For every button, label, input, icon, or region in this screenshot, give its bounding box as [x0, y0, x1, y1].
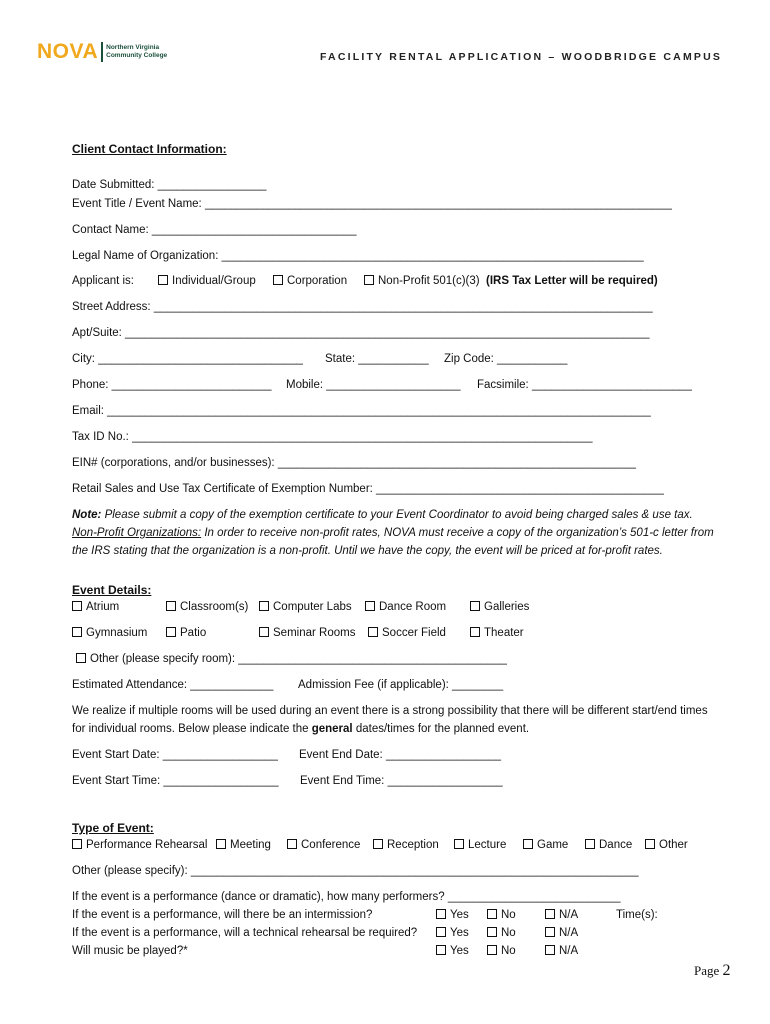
checkbox-icon [470, 601, 480, 611]
zip-field[interactable]: Zip Code: ___________ [444, 353, 568, 365]
street-address-field[interactable]: Street Address: ______________________________________________________________________________ [72, 301, 653, 313]
checkbox-icon [545, 927, 555, 937]
checkbox-icon [436, 909, 446, 919]
type-other[interactable]: Other [645, 839, 688, 851]
page-title: FACILITY RENTAL APPLICATION – WOODBRIDGE CAMPUS [320, 51, 723, 63]
room-other[interactable]: Other (please specify room): __________________________________________ [76, 653, 507, 665]
end-time-field[interactable]: Event End Time: __________________ [300, 775, 503, 787]
music-yes[interactable]: Yes [436, 945, 469, 957]
checkbox-icon [259, 627, 269, 637]
checkbox-icon [487, 927, 497, 937]
applicant-option-corporation[interactable]: Corporation [273, 275, 347, 287]
checkbox-icon [72, 601, 82, 611]
phone-field[interactable]: Phone: _________________________ [72, 379, 272, 391]
type-section-heading: Type of Event: [72, 821, 154, 835]
retail-exemption-field[interactable]: Retail Sales and Use Tax Certificate of Exemption Number: _____________________________________________ [72, 483, 664, 495]
attendance-field[interactable]: Estimated Attendance: _____________ [72, 679, 274, 691]
checkbox-icon [436, 927, 446, 937]
nonprofit-note: Non-Profit Organizations: In order to receive non-profit rates, NOVA must receive a copy of the organization’s 501-c letter from [72, 527, 714, 539]
checkbox-icon [76, 653, 86, 663]
start-time-field[interactable]: Event Start Time: __________________ [72, 775, 279, 787]
checkbox-icon [365, 601, 375, 611]
checkbox-icon [487, 945, 497, 955]
checkbox-icon [373, 839, 383, 849]
applicant-label: Applicant is: [72, 275, 135, 287]
type-lecture[interactable]: Lecture [454, 839, 506, 851]
admission-fee-field[interactable]: Admission Fee (if applicable): ________ [298, 679, 504, 691]
nonprofit-note-2: the IRS stating that the organization is a non-profit. Until we have the copy, the event will be priced at for-profit rates. [72, 545, 663, 557]
intermission-no[interactable]: No [487, 909, 516, 921]
city-field[interactable]: City: ________________________________ [72, 353, 303, 365]
room-atrium[interactable]: Atrium [72, 601, 119, 613]
tech-rehearsal-yes[interactable]: Yes [436, 927, 469, 939]
checkbox-icon [273, 275, 283, 285]
mobile-field[interactable]: Mobile: _____________________ [286, 379, 461, 391]
checkbox-icon [523, 839, 533, 849]
checkbox-icon [368, 627, 378, 637]
intermission-question: If the event is a performance, will there be an intermission? [72, 909, 373, 921]
type-reception[interactable]: Reception [373, 839, 439, 851]
date-submitted-field[interactable]: Date Submitted: _________________ [72, 179, 267, 191]
nova-logo [37, 40, 167, 64]
fax-field[interactable]: Facsimile: _________________________ [477, 379, 692, 391]
room-soccer-field[interactable]: Soccer Field [368, 627, 446, 639]
logo-divider [101, 42, 103, 62]
checkbox-icon [487, 909, 497, 919]
room-classroom[interactable]: Classroom(s) [166, 601, 248, 613]
checkbox-icon [166, 601, 176, 611]
checkbox-icon [158, 275, 168, 285]
exemption-note: Note: Please submit a copy of the exemption certificate to your Event Coordinator to avoid being charged sales & use tax. [72, 509, 693, 521]
tech-rehearsal-no[interactable]: No [487, 927, 516, 939]
room-galleries[interactable]: Galleries [470, 601, 529, 613]
ein-field[interactable]: EIN# (corporations, and/or businesses): ________________________________________________________ [72, 457, 636, 469]
apt-suite-field[interactable]: Apt/Suite: __________________________________________________________________________________ [72, 327, 650, 339]
contact-name-field[interactable]: Contact Name: ________________________________ [72, 224, 357, 236]
logo-subtitle [106, 44, 167, 60]
checkbox-icon [436, 945, 446, 955]
checkbox-icon [545, 945, 555, 955]
checkbox-icon [72, 627, 82, 637]
checkbox-icon [259, 601, 269, 611]
state-field[interactable]: State: ___________ [325, 353, 429, 365]
checkbox-icon [72, 839, 82, 849]
checkbox-icon [545, 909, 555, 919]
type-dance[interactable]: Dance [585, 839, 632, 851]
room-theater[interactable]: Theater [470, 627, 524, 639]
type-game[interactable]: Game [523, 839, 568, 851]
applicant-option-individual[interactable]: Individual/Group [158, 275, 256, 287]
intermission-yes[interactable]: Yes [436, 909, 469, 921]
multi-room-text-2: for individual rooms. Below please indicate the general dates/times for the planned event. [72, 723, 530, 735]
room-seminar-rooms[interactable]: Seminar Rooms [259, 627, 355, 639]
logo-word: NOVA [37, 40, 99, 63]
room-dance-room[interactable]: Dance Room [365, 601, 446, 613]
type-performance-rehearsal[interactable]: Performance Rehearsal [72, 839, 207, 851]
client-section-heading: Client Contact Information: [72, 142, 227, 156]
multi-room-text: We realize if multiple rooms will be used during an event there is a strong possibility that there will be different start/end times [72, 705, 708, 717]
checkbox-icon [166, 627, 176, 637]
music-no[interactable]: No [487, 945, 516, 957]
music-question: Will music be played?* [72, 945, 188, 957]
tax-id-field[interactable]: Tax ID No.: ________________________________________________________________________ [72, 431, 593, 443]
performers-field[interactable]: If the event is a performance (dance or dramatic), how many performers? ___________________________ [72, 891, 621, 903]
page-number: Page 2 [694, 962, 731, 979]
music-na[interactable]: N/A [545, 945, 578, 957]
room-computer-labs[interactable]: Computer Labs [259, 601, 352, 613]
logo-line-1: Northern Virginia [106, 44, 160, 51]
checkbox-icon [585, 839, 595, 849]
checkbox-icon [364, 275, 374, 285]
checkbox-icon [216, 839, 226, 849]
tech-rehearsal-na[interactable]: N/A [545, 927, 578, 939]
start-date-field[interactable]: Event Start Date: __________________ [72, 749, 278, 761]
checkbox-icon [287, 839, 297, 849]
intermission-na[interactable]: N/A [545, 909, 578, 921]
end-date-field[interactable]: Event End Date: __________________ [299, 749, 502, 761]
checkbox-icon [470, 627, 480, 637]
checkbox-icon [454, 839, 464, 849]
email-field[interactable]: Email: _____________________________________________________________________________________ [72, 405, 651, 417]
room-gymnasium[interactable]: Gymnasium [72, 627, 147, 639]
room-patio[interactable]: Patio [166, 627, 206, 639]
logo-line-2: Community College [106, 52, 168, 59]
event-section-heading: Event Details: [72, 583, 152, 597]
checkbox-icon [645, 839, 655, 849]
intermission-times-label: Time(s): [616, 909, 658, 921]
tech-rehearsal-question: If the event is a performance, will a technical rehearsal be required? [72, 927, 418, 939]
irs-note: (IRS Tax Letter will be required) [486, 275, 658, 287]
type-conference[interactable]: Conference [287, 839, 360, 851]
legal-name-field[interactable]: Legal Name of Organization: __________________________________________________________________ [72, 250, 644, 262]
type-meeting[interactable]: Meeting [216, 839, 271, 851]
event-title-field[interactable]: Event Title / Event Name: _________________________________________________________________________ [72, 198, 672, 210]
type-other-specify-field[interactable]: Other (please specify): ______________________________________________________________________ [72, 865, 639, 877]
applicant-option-nonprofit[interactable]: Non-Profit 501(c)(3) (IRS Tax Letter will be required) [364, 275, 658, 287]
